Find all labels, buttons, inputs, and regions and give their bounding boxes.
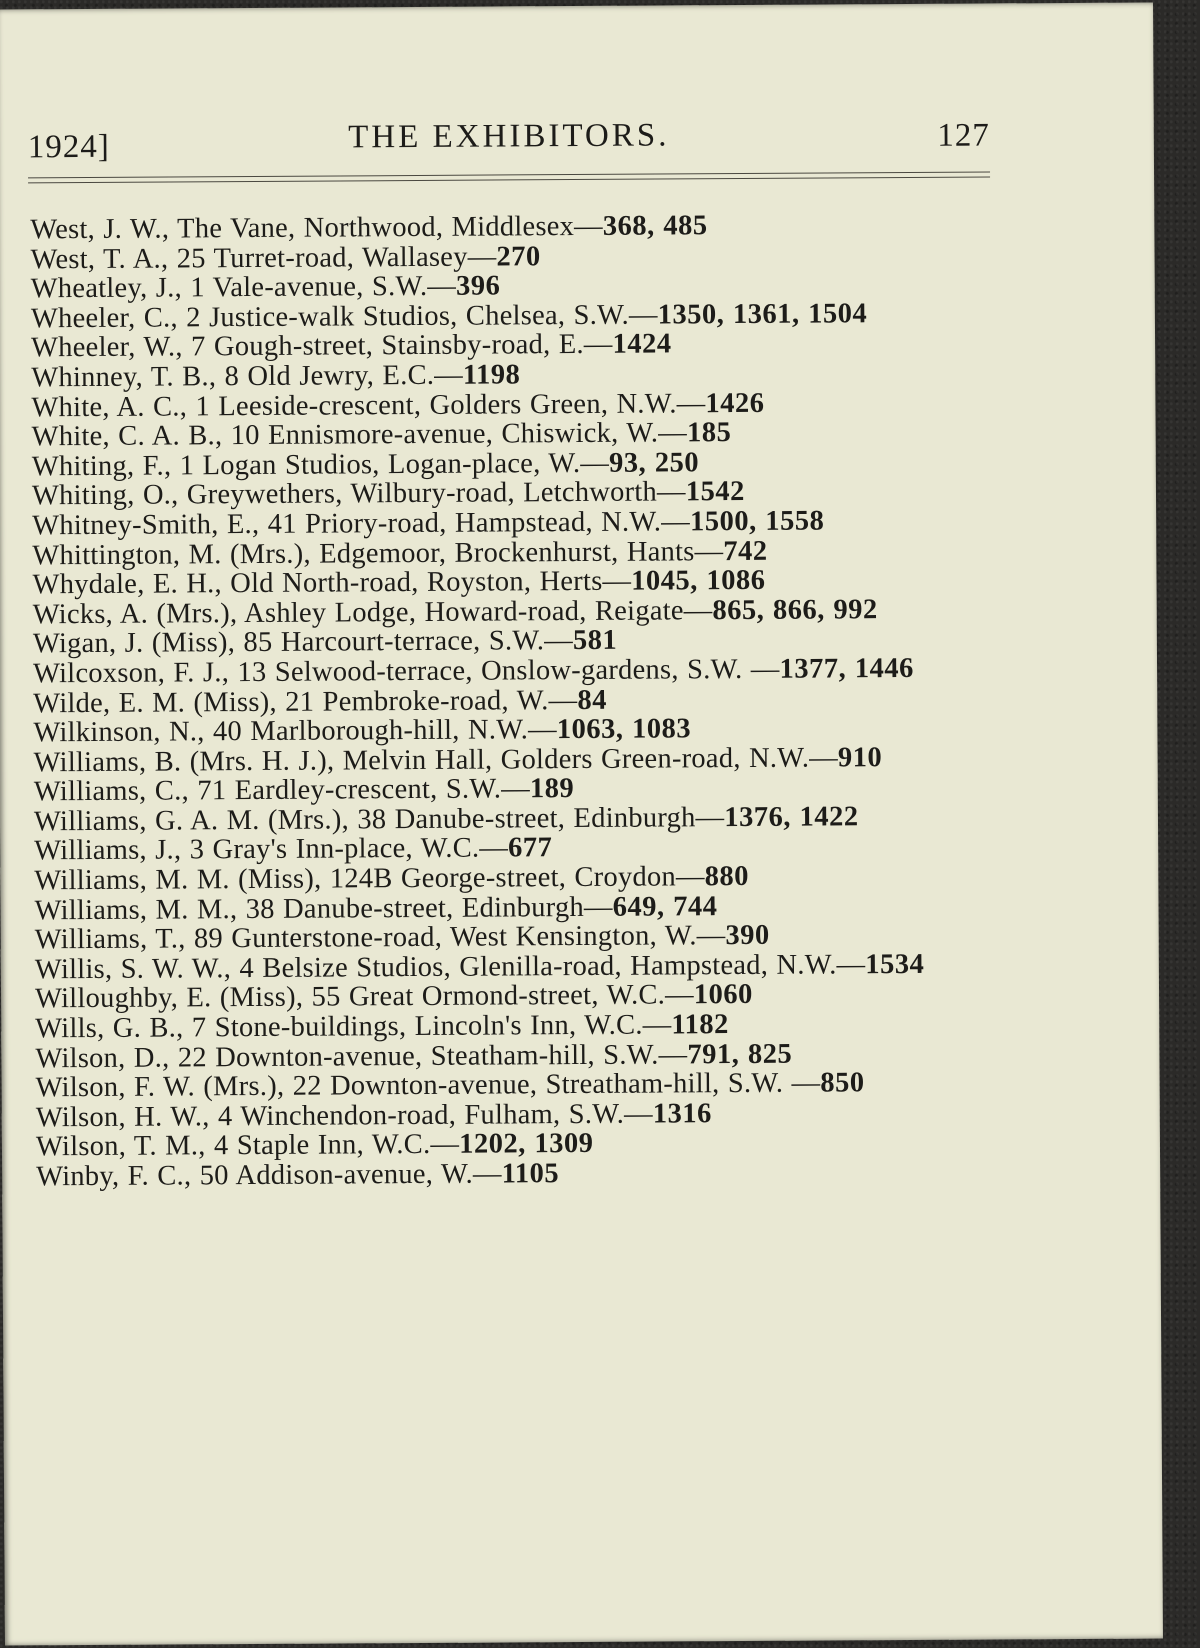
entry-catalogue-numbers: 390 — [725, 920, 770, 952]
entry-catalogue-numbers: 1202, 1309 — [459, 1128, 594, 1161]
entry-text: Wilkinson, N., 40 Marlborough-hill, N.W.— — [33, 714, 557, 749]
entry-catalogue-numbers: 368, 485 — [602, 210, 708, 242]
entry-text: Wilson, F. W. (Mrs.), 22 Downton-avenue, Streatham-hill, S.W. — — [35, 1067, 821, 1104]
entry-text: Willis, S. W. W., 4 Belsize Studios, Glenilla-road, Hampstead, N.W.— — [34, 949, 866, 986]
entry-catalogue-numbers: 791, 825 — [687, 1038, 793, 1070]
exhibitor-entry — [33, 653, 1003, 689]
entry-catalogue-numbers: 84 — [577, 684, 607, 716]
entry-text: White, A. C., 1 Leeside-crescent, Golders Green, N.W.— — [31, 387, 706, 423]
entry-catalogue-numbers: 649, 744 — [612, 890, 718, 923]
entry-text: White, C. A. B., 10 Ennismore-avenue, Chiswick, W.— — [31, 417, 688, 453]
exhibitor-entry — [31, 298, 1001, 334]
entry-text: Whittington, M. (Mrs.), Edgemoor, Brockenhurst, Hants— — [32, 535, 724, 571]
entry-text: Williams, B. (Mrs. H. J.), Melvin Hall, Golders Green-road, N.W.— — [33, 742, 838, 779]
entry-text: Williams, M. M., 38 Danube-street, Edinburgh— — [34, 891, 613, 926]
exhibitor-list — [30, 209, 1006, 1192]
exhibitor-entry — [33, 594, 1003, 630]
running-header — [28, 115, 990, 165]
entry-text: Whiting, O., Greywethers, Wilbury-road, Letchworth— — [31, 476, 686, 512]
entry-catalogue-numbers: 1350, 1361, 1504 — [657, 298, 868, 331]
entry-text: Whitney-Smith, E., 41 Priory-road, Hampstead, N.W.— — [32, 506, 691, 542]
entry-catalogue-numbers: 1063, 1083 — [556, 713, 692, 746]
entry-catalogue-numbers: 880 — [704, 861, 750, 893]
entry-text: Williams, T., 89 Gunterstone-road, West Kensington, W.— — [34, 920, 726, 956]
entry-catalogue-numbers: 1198 — [462, 359, 521, 391]
entry-text: Wilson, D., 22 Downton-avenue, Steatham-hill, S.W.— — [35, 1038, 688, 1074]
entry-catalogue-numbers: 1426 — [705, 387, 765, 419]
page-title: THE EXHIBITORS. — [348, 117, 670, 156]
entry-text: Whinney, T. B., 8 Old Jewry, E.C.— — [31, 359, 464, 394]
entry-catalogue-numbers: 1105 — [501, 1158, 560, 1190]
entry-catalogue-numbers: 850 — [820, 1067, 865, 1099]
exhibitor-entry — [36, 1068, 1006, 1104]
entry-catalogue-numbers: 865, 866, 992 — [712, 593, 878, 626]
entry-catalogue-numbers: 1424 — [612, 328, 672, 361]
entry-text: West, J. W., The Vane, Northwood, Middlesex— — [30, 210, 603, 246]
entry-text: Wills, G. B., 7 Stone-buildings, Lincoln's Inn, W.C.— — [35, 1009, 672, 1045]
entry-catalogue-numbers: 742 — [723, 535, 768, 567]
entry-catalogue-numbers: 1182 — [671, 1009, 729, 1041]
entry-catalogue-numbers: 1045, 1086 — [631, 564, 766, 597]
exhibitor-entry — [34, 801, 1004, 837]
entry-text: Williams, C., 71 Eardley-crescent, S.W.— — [33, 773, 531, 808]
entry-catalogue-numbers: 1060 — [693, 979, 753, 1011]
entry-catalogue-numbers: 910 — [837, 741, 883, 774]
entry-catalogue-numbers: 581 — [572, 625, 618, 657]
exhibitor-entry — [34, 742, 1004, 778]
entry-text: Winby, F. C., 50 Addison-avenue, W.— — [36, 1158, 502, 1193]
entry-text: Williams, G. A. M. (Mrs.), 38 Danube-street, Edinburgh— — [33, 801, 725, 838]
entry-text: Willoughby, E. (Miss), 55 Great Ormond-street, W.C.— — [34, 979, 694, 1015]
entry-text: Whiting, F., 1 Logan Studios, Logan-place, W.— — [31, 447, 610, 483]
entry-text: Whydale, E. H., Old North-road, Royston, Herts— — [32, 565, 632, 601]
entry-text: Wilson, H. W., 4 Winchendon-road, Fulham, S.W.— — [35, 1098, 653, 1134]
entry-text: Wheatley, J., 1 Vale-avenue, S.W.— — [30, 270, 457, 305]
entry-catalogue-numbers: 270 — [496, 240, 541, 273]
book-page — [0, 2, 1163, 1645]
entry-catalogue-numbers: 93, 250 — [608, 447, 700, 479]
entry-text: Wheeler, C., 2 Justice-walk Studios, Chelsea, S.W.— — [30, 299, 658, 335]
entry-catalogue-numbers: 396 — [455, 270, 501, 302]
entry-catalogue-numbers: 189 — [529, 773, 575, 805]
entry-text: Wigan, J. (Miss), 85 Harcourt-terrace, S.W.— — [32, 625, 574, 660]
entry-text: Wilcoxson, F. J., 13 Selwood-terrace, Onslow-gardens, S.W. — — [32, 653, 780, 690]
entry-catalogue-numbers: 1534 — [865, 948, 925, 981]
entry-text: Williams, M. M. (Miss), 124B George-street, Croydon— — [34, 861, 705, 897]
entry-catalogue-numbers: 185 — [686, 417, 732, 449]
entry-catalogue-numbers: 1542 — [685, 476, 745, 508]
entry-text: Wilde, E. M. (Miss), 21 Pembroke-road, W.— — [33, 684, 578, 719]
entry-catalogue-numbers: 1376, 1422 — [724, 801, 859, 833]
header-year: 1924] — [27, 128, 110, 166]
exhibitor-entry — [36, 1156, 1006, 1192]
entry-catalogue-numbers: 677 — [507, 832, 553, 864]
entry-text: West, T. A., 25 Turret-road, Wallasey— — [30, 241, 497, 275]
entry-text: Wilson, T. M., 4 Staple Inn, W.C.— — [35, 1129, 460, 1163]
header-rule-thin — [28, 176, 990, 183]
entry-catalogue-numbers: 1316 — [652, 1098, 712, 1130]
entry-catalogue-numbers: 1377, 1446 — [779, 652, 914, 685]
page-number: 127 — [937, 117, 990, 154]
exhibitor-entry — [35, 949, 1005, 985]
entry-text: Wheeler, W., 7 Gough-street, Stainsby-road, E.— — [30, 329, 613, 364]
entry-text: Wicks, A. (Mrs.), Ashley Lodge, Howard-road, Reigate— — [32, 594, 713, 631]
entry-catalogue-numbers: 1500, 1558 — [689, 505, 825, 538]
entry-text: Williams, J., 3 Gray's Inn-place, W.C.— — [34, 832, 509, 867]
